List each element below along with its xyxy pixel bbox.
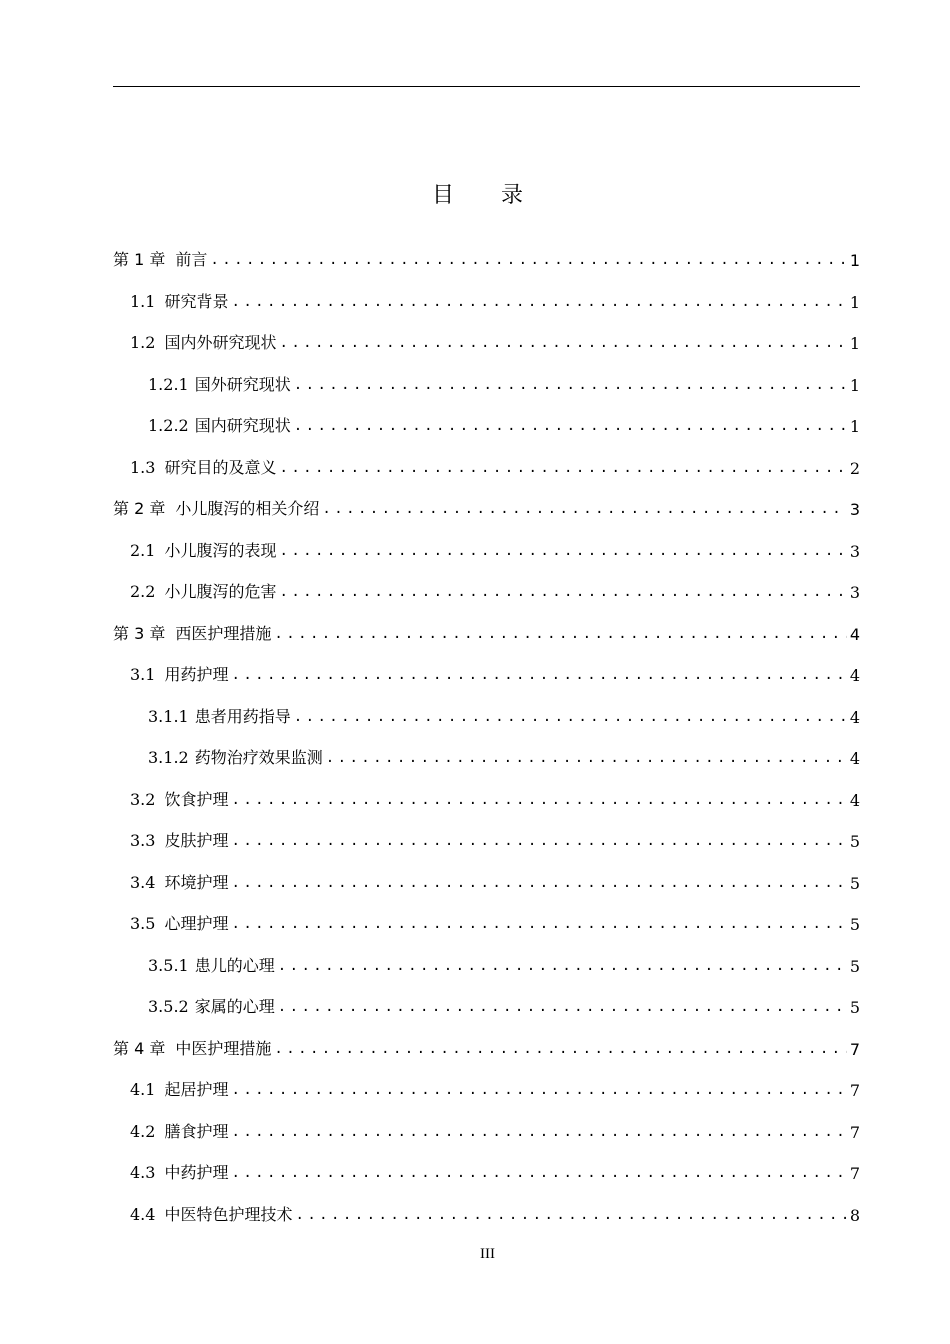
toc-entry-label [113,496,319,519]
toc-entry-number: 4.1 [130,1080,156,1099]
toc-entry-label [130,455,276,478]
toc-entry[interactable] [0,1159,950,1183]
toc-leader-dots [278,958,847,974]
toc-entry-text: 中医护理措施 [175,1038,272,1058]
toc-entry[interactable] [0,329,950,353]
toc-entry[interactable] [0,412,950,436]
toc-entry-text: 小儿腹泻的危害 [164,582,277,601]
toc-entry-page: 3 [849,541,860,561]
toc-leader-dots [294,709,847,725]
toc-entry-number: 3.1.2 [148,748,189,767]
toc-entry-page: 5 [849,956,860,976]
toc-entry-text: 研究背景 [164,291,229,311]
toc-entry-number: 1.3 [130,457,156,477]
toc-entry[interactable] [0,371,950,395]
toc-leader-dots [279,460,846,476]
toc-entry-number: 3.2 [130,789,156,809]
toc-entry-page: 4 [849,749,860,768]
toc-entry[interactable] [0,288,950,312]
toc-entry-label [130,662,228,685]
toc-entry-label [148,953,275,976]
toc-entry-number: 3.1 [130,665,156,684]
toc-leader-dots [231,294,846,310]
toc-entry-label [130,1202,292,1225]
toc-leader-dots [279,584,846,600]
toc-entry-page: 1 [849,417,860,436]
toc-entry-label [130,579,276,602]
toc-entry-text: 国内研究现状 [194,416,291,435]
toc-entry-label [148,413,291,436]
toc-entry-number: 1.1 [130,291,156,311]
toc-entry[interactable] [0,910,950,934]
toc-entry-text: 家属的心理 [194,997,275,1016]
toc-leader-dots [231,875,846,891]
toc-entry-number: 4.4 [130,1204,156,1224]
toc-entry[interactable] [0,1035,950,1059]
toc-entry-label [130,870,228,893]
toc-entry-text: 小儿腹泻的相关介绍 [175,499,320,518]
toc-leader-dots [274,1041,846,1057]
toc-entry-number: 第 3 章 [113,623,166,643]
toc-entry-page: 1 [849,375,860,395]
toc-entry[interactable] [0,869,950,893]
toc-entry-label [148,372,291,395]
toc-entry-page: 8 [849,1205,860,1225]
toc-entry-number: 第 2 章 [113,499,166,518]
toc-leader-dots [278,999,847,1015]
toc-entry-page: 3 [849,583,860,602]
toc-entry-page: 7 [849,1164,860,1183]
toc-entry-page: 2 [849,458,860,478]
toc-entry-text: 环境护理 [164,872,229,892]
toc-entry-label [148,745,323,768]
toc-leader-dots [279,543,846,559]
toc-entry-page: 1 [849,251,860,270]
toc-entry-label [130,787,228,810]
toc-entry-text: 起居护理 [164,1080,229,1099]
toc-entry-label [130,1160,228,1183]
toc-entry-number: 2.2 [130,582,156,601]
toc-entry-text: 患儿的心理 [194,955,275,975]
toc-entry-text: 膳食护理 [164,1121,229,1141]
toc-entry-text: 皮肤护理 [164,831,229,850]
toc-leader-dots [231,792,846,808]
toc-leader-dots [274,626,846,642]
toc-entry-page: 5 [849,873,860,893]
toc-entry-label [113,1036,271,1059]
toc-leader-dots [231,667,846,683]
toc-entry-page: 7 [849,1122,860,1142]
toc-entry-page: 5 [849,998,860,1017]
toc-entry[interactable] [0,703,950,727]
toc-entry-label [130,289,228,312]
toc-leader-dots [231,1165,846,1181]
toc-entry-text: 患者用药指导 [194,706,291,726]
toc-leader-dots [210,252,846,268]
toc-entry-page: 4 [849,666,860,685]
toc-entry-text: 药物治疗效果监测 [194,748,323,767]
toc-leader-dots [295,1207,846,1223]
toc-leader-dots [294,418,847,434]
toc-entry-number: 2.1 [130,540,156,560]
toc-entry[interactable] [0,993,950,1017]
toc-entry-number: 3.1.1 [148,706,189,726]
toc-entry-page: 3 [849,500,860,519]
toc-entry-label [148,994,275,1017]
toc-entry[interactable] [0,495,950,519]
toc-entry[interactable] [0,578,950,602]
toc-entry-number: 4.2 [130,1121,156,1141]
toc-entry-label [148,704,291,727]
toc-entry-text: 国内外研究现状 [164,333,277,352]
toc-entry-text: 研究目的及意义 [164,457,277,477]
toc-entry-label [130,1077,228,1100]
toc-entry-label [130,538,276,561]
toc-entry[interactable] [0,786,950,810]
toc-leader-dots [231,1124,846,1140]
toc-entry-text: 心理护理 [164,914,229,933]
toc-entry-label [113,621,271,644]
toc-entry[interactable] [0,537,950,561]
toc-entry-page: 7 [849,1081,860,1100]
toc-entry[interactable] [0,661,950,685]
toc-entry-number: 1.2.1 [148,374,189,394]
toc-entry-page: 5 [849,832,860,851]
toc-entry-page: 1 [849,334,860,353]
toc-entry[interactable] [0,246,950,270]
toc-leader-dots [231,833,846,849]
toc-entry-label [130,330,276,353]
toc-entry[interactable] [0,744,950,768]
toc-leader-dots [231,1082,846,1098]
toc-title: 目 录 [432,183,543,208]
toc-entry-label [113,247,207,270]
toc-entry-text: 中医特色护理技术 [164,1204,293,1224]
toc-entry-label [130,1119,228,1142]
toc-entry-number: 3.4 [130,872,156,892]
toc-entry-page: 4 [849,624,860,644]
toc-entry-number: 3.3 [130,831,156,850]
toc-entry[interactable] [0,1118,950,1142]
toc-entry[interactable] [0,454,950,478]
toc-entry-number: 3.5.1 [148,955,189,975]
toc-entry-number: 3.5 [130,914,156,933]
toc-entry[interactable] [0,1076,950,1100]
toc-entry[interactable] [0,620,950,644]
toc-entry-number: 第 4 章 [113,1038,166,1058]
toc-entry-text: 国外研究现状 [194,374,291,394]
toc-entry-text: 西医护理措施 [175,623,272,643]
toc-entry-text: 饮食护理 [164,789,229,809]
toc-entry[interactable] [0,952,950,976]
toc-entry-text: 中药护理 [164,1163,229,1182]
toc-entry-number: 3.5.2 [148,997,189,1016]
toc-entry-text: 前言 [175,250,208,269]
toc-entry-number: 1.2 [130,333,156,352]
toc-entry-number: 4.3 [130,1163,156,1182]
toc-entry-label [130,828,228,851]
toc-entry-page: 5 [849,915,860,934]
toc-entry-text: 小儿腹泻的表现 [164,540,277,560]
toc-entry-page: 4 [849,707,860,727]
toc-leader-dots [326,750,847,766]
toc-entry-label [130,911,228,934]
toc-entry-page: 1 [849,292,860,312]
toc-entry-page: 4 [849,790,860,810]
footer-page-number: III [480,1246,495,1262]
toc-leader-dots [279,335,846,351]
toc-entry-number: 第 1 章 [113,250,166,269]
toc-leader-dots [231,916,846,932]
toc-leader-dots [322,501,846,517]
toc-entry[interactable] [0,827,950,851]
toc-entry-text: 用药护理 [164,665,229,684]
toc-entry-number: 1.2.2 [148,416,189,435]
toc-entry-page: 7 [849,1039,860,1059]
toc-entry[interactable] [0,1201,950,1225]
toc-leader-dots [294,377,847,393]
